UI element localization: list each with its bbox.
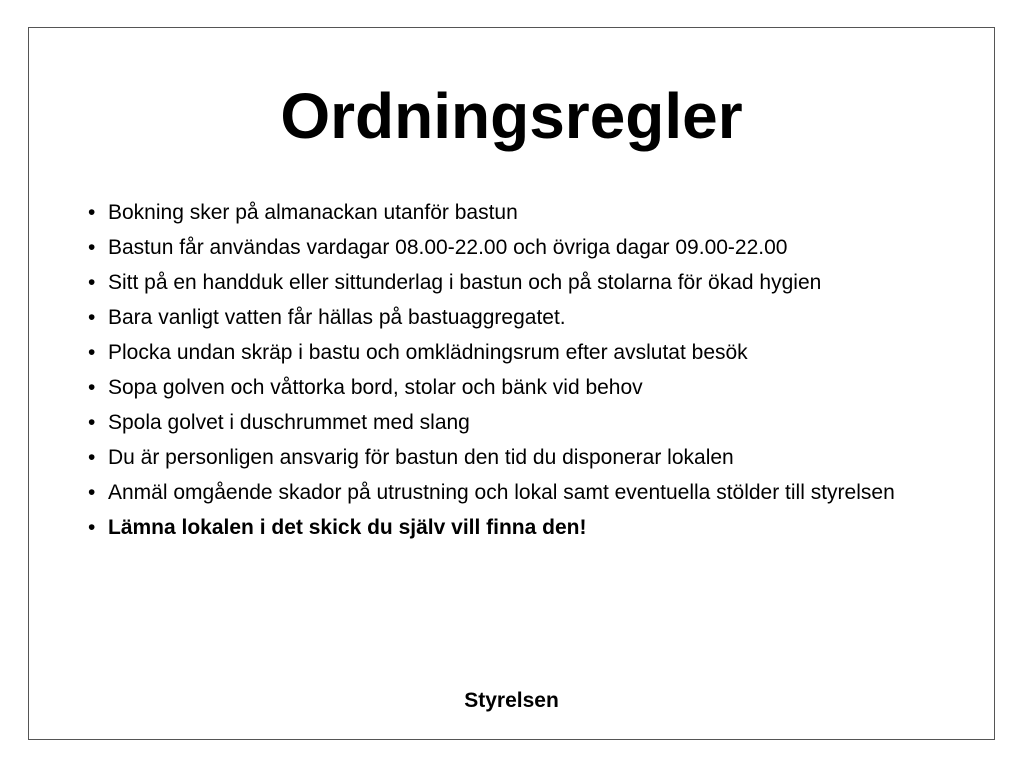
bullet-icon: • (88, 201, 96, 224)
rule-item (86, 443, 966, 472)
rule-text: Anmäl omgående skador på utrustning och lokal samt eventuella stölder till styrelsen (108, 481, 895, 504)
rule-item (86, 268, 966, 297)
rule-item-emphasis (86, 513, 966, 542)
rule-text: Du är personligen ansvarig för bastun den tid du disponerar lokalen (108, 446, 734, 469)
bullet-icon: • (88, 516, 96, 539)
rules-list (86, 198, 966, 548)
bullet-icon: • (88, 271, 96, 294)
rule-text: Spola golvet i duschrummet med slang (108, 411, 470, 434)
slide-frame (28, 27, 995, 740)
rule-text: Sopa golven och våttorka bord, stolar och bänk vid behov (108, 376, 643, 399)
signature: Styrelsen (464, 689, 559, 712)
bullet-icon: • (88, 341, 96, 364)
rule-item (86, 198, 966, 227)
bullet-icon: • (88, 236, 96, 259)
bullet-icon: • (88, 376, 96, 399)
bullet-icon: • (88, 411, 96, 434)
bullet-icon: • (88, 446, 96, 469)
page-title: Ordningsregler (280, 80, 743, 152)
rule-text: Lämna lokalen i det skick du själv vill finna den! (108, 516, 587, 539)
rule-item (86, 373, 966, 402)
rule-text: Sitt på en handduk eller sittunderlag i bastun och på stolarna för ökad hygien (108, 271, 822, 294)
bullet-icon: • (88, 481, 96, 504)
rule-text: Bastun får användas vardagar 08.00-22.00 och övriga dagar 09.00-22.00 (108, 236, 788, 259)
rule-item (86, 408, 966, 437)
rule-item (86, 233, 966, 262)
bullet-icon: • (88, 306, 96, 329)
rule-item (86, 338, 966, 367)
rule-item (86, 478, 966, 507)
rule-text: Bokning sker på almanackan utanför bastun (108, 201, 518, 224)
rule-item (86, 303, 966, 332)
rule-text: Plocka undan skräp i bastu och omklädningsrum efter avslutat besök (108, 341, 748, 364)
rule-text: Bara vanligt vatten får hällas på bastuaggregatet. (108, 306, 566, 329)
